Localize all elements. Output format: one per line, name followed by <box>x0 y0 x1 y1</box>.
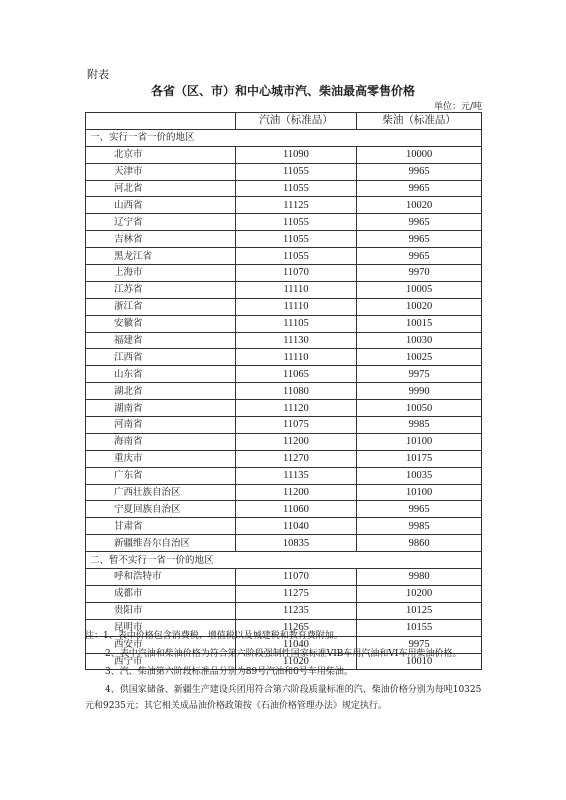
appendix-label: 附表 <box>87 68 109 81</box>
diesel-price-cell: 10030 <box>357 332 482 349</box>
diesel-price-cell: 9965 <box>357 248 482 265</box>
region-cell: 河南省 <box>86 417 236 434</box>
gasoline-price-cell: 11270 <box>235 450 357 467</box>
note-1: 注：1、表中价格包含消费税、增值税以及城建税和教育费附加。 <box>85 631 343 641</box>
table-row <box>86 433 482 450</box>
gasoline-price-cell: 11265 <box>235 619 357 636</box>
header-gasoline: 汽油（标准品） <box>235 113 357 130</box>
gasoline-price-cell: 11125 <box>235 197 357 214</box>
table-row <box>86 569 482 586</box>
diesel-price-cell: 10125 <box>357 602 482 619</box>
notes <box>85 628 490 716</box>
diesel-price-cell: 9965 <box>357 180 482 197</box>
region-cell: 山西省 <box>86 197 236 214</box>
diesel-price-cell: 10100 <box>357 484 482 501</box>
gasoline-price-cell: 11110 <box>235 298 357 315</box>
diesel-price-cell: 10020 <box>357 197 482 214</box>
gasoline-price-cell: 10835 <box>235 535 357 552</box>
table-row <box>86 332 482 349</box>
diesel-price-cell: 9965 <box>357 163 482 180</box>
diesel-price-cell: 10175 <box>357 450 482 467</box>
diesel-price-cell: 10005 <box>357 281 482 298</box>
table-row <box>86 197 482 214</box>
region-cell: 广东省 <box>86 467 236 484</box>
section-row <box>86 552 482 569</box>
table-row <box>86 349 482 366</box>
region-cell: 浙江省 <box>86 298 236 315</box>
note-2: 2、表中汽油和柴油价格为符合第六阶段强制性国家标准VIB车用汽油和VI车用柴油价格。 <box>105 649 462 659</box>
gasoline-price-cell: 11055 <box>235 248 357 265</box>
table-row <box>86 518 482 535</box>
note-4: 4、供国家储备、新疆生产建设兵团用符合第六阶段质量标准的汽、柴油价格分别为每吨10325元和9235元；其它相关成品油价格政策按《石油价格管理办法》规定执行。 <box>85 685 482 711</box>
region-cell: 北京市 <box>86 146 236 163</box>
diesel-price-cell: 9990 <box>357 383 482 400</box>
region-cell: 天津市 <box>86 163 236 180</box>
table-row <box>86 400 482 417</box>
gasoline-price-cell: 11200 <box>235 433 357 450</box>
diesel-price-cell: 9965 <box>357 214 482 231</box>
region-cell: 海南省 <box>86 433 236 450</box>
region-cell: 重庆市 <box>86 450 236 467</box>
gasoline-price-cell: 11055 <box>235 231 357 248</box>
region-cell: 西安市 <box>86 636 236 653</box>
table-row <box>86 602 482 619</box>
gasoline-price-cell: 11110 <box>235 281 357 298</box>
region-cell: 江苏省 <box>86 281 236 298</box>
gasoline-price-cell: 11235 <box>235 602 357 619</box>
region-cell: 西宁市 <box>86 653 236 670</box>
table-row <box>86 450 482 467</box>
region-cell: 安徽省 <box>86 315 236 332</box>
region-cell: 呼和浩特市 <box>86 569 236 586</box>
section-title: 一、实行一省一价的地区 <box>86 129 482 146</box>
diesel-price-cell: 9985 <box>357 417 482 434</box>
gasoline-price-cell: 11070 <box>235 265 357 282</box>
gasoline-price-cell: 11040 <box>235 518 357 535</box>
header-diesel: 柴油（标准品） <box>357 113 482 130</box>
unit-label: 单位：元/吨 <box>433 102 482 112</box>
gasoline-price-cell: 11080 <box>235 383 357 400</box>
region-cell: 山东省 <box>86 366 236 383</box>
region-cell: 湖北省 <box>86 383 236 400</box>
gasoline-price-cell: 11075 <box>235 417 357 434</box>
table-row <box>86 484 482 501</box>
region-cell: 昆明市 <box>86 619 236 636</box>
table-row <box>86 214 482 231</box>
region-cell: 新疆维吾尔自治区 <box>86 535 236 552</box>
region-cell: 甘肃省 <box>86 518 236 535</box>
region-cell: 河北省 <box>86 180 236 197</box>
gasoline-price-cell: 11065 <box>235 366 357 383</box>
table-row <box>86 180 482 197</box>
region-cell: 上海市 <box>86 265 236 282</box>
table-row <box>86 146 482 163</box>
table-row <box>86 298 482 315</box>
diesel-price-cell: 9965 <box>357 231 482 248</box>
gasoline-price-cell: 11105 <box>235 315 357 332</box>
table-row <box>86 248 482 265</box>
region-cell: 江西省 <box>86 349 236 366</box>
region-cell: 辽宁省 <box>86 214 236 231</box>
diesel-price-cell: 9860 <box>357 535 482 552</box>
gasoline-price-cell: 11130 <box>235 332 357 349</box>
section-row <box>86 129 482 146</box>
region-cell: 吉林省 <box>86 231 236 248</box>
gasoline-price-cell: 11120 <box>235 400 357 417</box>
region-cell: 湖南省 <box>86 400 236 417</box>
table-row <box>86 585 482 602</box>
header-region <box>86 113 236 130</box>
diesel-price-cell: 9965 <box>357 501 482 518</box>
gasoline-price-cell: 11135 <box>235 467 357 484</box>
diesel-price-cell: 10035 <box>357 467 482 484</box>
region-cell: 贵阳市 <box>86 602 236 619</box>
region-cell: 黑龙江省 <box>86 248 236 265</box>
table-row <box>86 467 482 484</box>
diesel-price-cell: 9975 <box>357 366 482 383</box>
gasoline-price-cell: 11275 <box>235 585 357 602</box>
table-row <box>86 315 482 332</box>
gasoline-price-cell: 11070 <box>235 569 357 586</box>
note-3: 3、汽、柴油第六阶段标准品分别为89号汽油和0号车用柴油。 <box>105 667 353 677</box>
section-title: 二、暂不实行一省一价的地区 <box>86 552 482 569</box>
table-row <box>86 231 482 248</box>
table-row <box>86 383 482 400</box>
table-row <box>86 535 482 552</box>
gasoline-price-cell: 11060 <box>235 501 357 518</box>
table-row <box>86 417 482 434</box>
table-row <box>86 281 482 298</box>
gasoline-price-cell: 11055 <box>235 163 357 180</box>
diesel-price-cell: 10010 <box>357 653 482 670</box>
diesel-price-cell: 10020 <box>357 298 482 315</box>
diesel-price-cell: 9985 <box>357 518 482 535</box>
region-cell: 宁夏回族自治区 <box>86 501 236 518</box>
diesel-price-cell: 9980 <box>357 569 482 586</box>
diesel-price-cell: 10025 <box>357 349 482 366</box>
gasoline-price-cell: 11110 <box>235 349 357 366</box>
table-row <box>86 366 482 383</box>
gasoline-price-cell: 11040 <box>235 636 357 653</box>
diesel-price-cell: 10155 <box>357 619 482 636</box>
diesel-price-cell: 10200 <box>357 585 482 602</box>
price-table <box>85 112 482 670</box>
table-row <box>86 163 482 180</box>
gasoline-price-cell: 11090 <box>235 146 357 163</box>
gasoline-price-cell: 11020 <box>235 653 357 670</box>
region-cell: 广西壮族自治区 <box>86 484 236 501</box>
diesel-price-cell: 10015 <box>357 315 482 332</box>
document-title: 各省（区、市）和中心城市汽、柴油最高零售价格 <box>150 84 415 98</box>
diesel-price-cell: 9975 <box>357 636 482 653</box>
diesel-price-cell: 10000 <box>357 146 482 163</box>
gasoline-price-cell: 11200 <box>235 484 357 501</box>
gasoline-price-cell: 11055 <box>235 214 357 231</box>
table-header-row <box>86 113 482 130</box>
diesel-price-cell: 10100 <box>357 433 482 450</box>
gasoline-price-cell: 11055 <box>235 180 357 197</box>
table-row <box>86 265 482 282</box>
table-row <box>86 501 482 518</box>
region-cell: 福建省 <box>86 332 236 349</box>
diesel-price-cell: 9970 <box>357 265 482 282</box>
region-cell: 成都市 <box>86 585 236 602</box>
diesel-price-cell: 10050 <box>357 400 482 417</box>
